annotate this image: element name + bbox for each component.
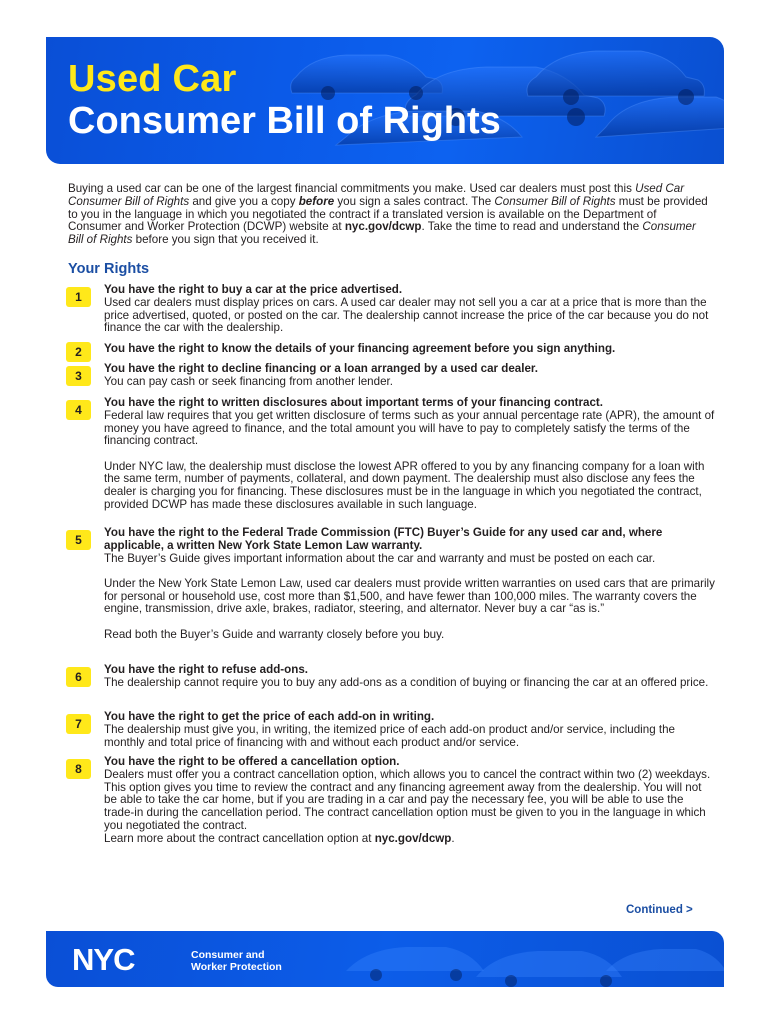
right-number-badge: 3 <box>66 366 91 386</box>
right-number-badge: 4 <box>66 400 91 420</box>
nyc-logo <box>72 945 180 973</box>
right-item-8 <box>66 756 716 846</box>
intro-text: and give you a copy <box>189 194 299 208</box>
intro-paragraph <box>68 183 708 247</box>
learn-more-text: Learn more about the contract cancellation option at <box>104 831 375 845</box>
right-number-badge: 7 <box>66 714 91 734</box>
intro-emphasis: Used Car Consumer Bill of Rights <box>68 182 685 208</box>
agency-line-1: Consumer and <box>191 949 265 961</box>
title-line-1: Used Car <box>68 58 237 100</box>
your-rights-heading: Your Rights <box>68 261 150 277</box>
intro-text: you sign a sales contract. The <box>334 194 495 208</box>
right-item-6 <box>66 664 716 690</box>
right-text: Used car dealers must display prices on cars. A used car dealer may not sell you a car at a price that is more than the price advertised, quoted, or posted on the car. The dealership cannot increase the price of the car because you do not finance the car with the dealership. <box>104 295 709 335</box>
intro-text: before you sign that you received it. <box>132 233 319 247</box>
header-banner <box>46 37 724 164</box>
right-number-badge: 5 <box>66 530 91 550</box>
intro-emphasis: Consumer Bill of Rights <box>494 194 616 208</box>
nyc-logo-text: NYC <box>72 945 135 973</box>
right-title: You have the right to the Federal Trade Commission (FTC) Buyer’s Guide for any used car and, where applicable, a written New York State Lemon Law warranty. <box>104 526 663 552</box>
learn-more-end: . <box>451 831 455 845</box>
right-text: The dealership cannot require you to buy any add-ons as a condition of buying or financing the car at an offered price. <box>104 675 709 689</box>
intro-text: Buying a used car can be one of the largest financial commitments you make. Used car dealers must post this <box>68 182 636 195</box>
right-item-4 <box>66 397 716 512</box>
right-paragraph: Under NYC law, the dealership must disclose the lowest APR offered to you by any financing company for a loan with the same term, number of payments, collateral, and down payment. The dealership must also disclose any fees the dealer is charging you for financing. These disclosures must be in the language in which you negotiated the contract, provided DCWP has made these disclosures available in such language. <box>104 459 705 512</box>
right-title: You have the right to decline financing or a loan arranged by a used car dealer. <box>104 362 539 375</box>
right-text: The dealership must give you, in writing, the itemized price of each add-on product and/or service, including the monthly and total price of financing with and without each product and/or service. <box>104 722 675 749</box>
right-text: Federal law requires that you get written disclosure of terms such as your annual percentage rate (APR), the amount of money you have agreed to finance, and the total amount you will have to pay to completely satisfy the terms of the financing contract. <box>104 408 715 448</box>
agency-name <box>191 949 282 973</box>
agency-line-2: Worker Protection <box>191 961 282 973</box>
right-number-badge: 1 <box>66 287 91 307</box>
intro-strong: before <box>298 194 335 208</box>
right-number-badge: 6 <box>66 667 91 687</box>
intro-emphasis: Consumer Bill of Rights <box>68 220 696 247</box>
right-title: You have the right to written disclosures about important terms of your financing contract. <box>104 396 604 409</box>
right-item-3 <box>66 363 716 389</box>
dcwp-link[interactable]: nyc.gov/dcwp <box>344 220 422 234</box>
learn-more-line <box>104 833 716 846</box>
intro-text: must be provided to you in the language in which you negotiated the contract if a translated version is available on the Department of Consumer and Worker Protection (DCWP) website at <box>68 194 708 234</box>
right-title: You have the right to get the price of each add-on in writing. <box>104 710 435 723</box>
right-item-2 <box>66 339 716 359</box>
right-text: The Buyer’s Guide gives important information about the car and warranty and must be posted on each car. <box>104 551 656 565</box>
right-paragraph: Under the New York State Lemon Law, used car dealers must provide written warranties on used cars that are primarily for personal or household use, cost more than $1,500, and have fewer than 100,000 miles. The warranty covers the engine, transmission, drive axle, brakes, radiator, steering, and alternator. Never buy a car “as is.” <box>104 576 715 616</box>
right-item-5 <box>66 527 716 642</box>
title-line-2: Consumer Bill of Rights <box>68 100 501 142</box>
right-number-badge: 2 <box>66 342 91 362</box>
right-title: You have the right to buy a car at the price advertised. <box>104 283 403 296</box>
right-title: You have the right to be offered a cancellation option. <box>104 755 400 768</box>
right-title: You have the right to know the details of your financing agreement before you sign anything. <box>104 342 616 355</box>
right-item-7 <box>66 711 716 749</box>
intro-text: . Take the time to read and understand the <box>421 220 643 234</box>
continued-link[interactable]: Continued > <box>626 904 693 916</box>
right-paragraph: Read both the Buyer’s Guide and warranty closely before you buy. <box>104 627 445 641</box>
right-title: You have the right to refuse add-ons. <box>104 663 308 676</box>
right-item-1 <box>66 284 716 335</box>
right-number-badge: 8 <box>66 759 91 779</box>
right-text: Dealers must offer you a contract cancellation option, which allows you to cancel the contract within two (2) weekdays. This option gives you time to review the contract and any financing agreement away from the dealership. You will not be able to take the car home, but if you are trading in a car and pay the necessary fee, you will be able to use the trade-in during the cancellation period. The contract cancellation option must be given to you in the language in which you negotiated the contract. <box>104 767 711 832</box>
dcwp-link[interactable]: nyc.gov/dcwp <box>374 831 452 845</box>
footer-banner <box>46 931 724 987</box>
right-text: You can pay cash or seek financing from another lender. <box>104 374 393 388</box>
